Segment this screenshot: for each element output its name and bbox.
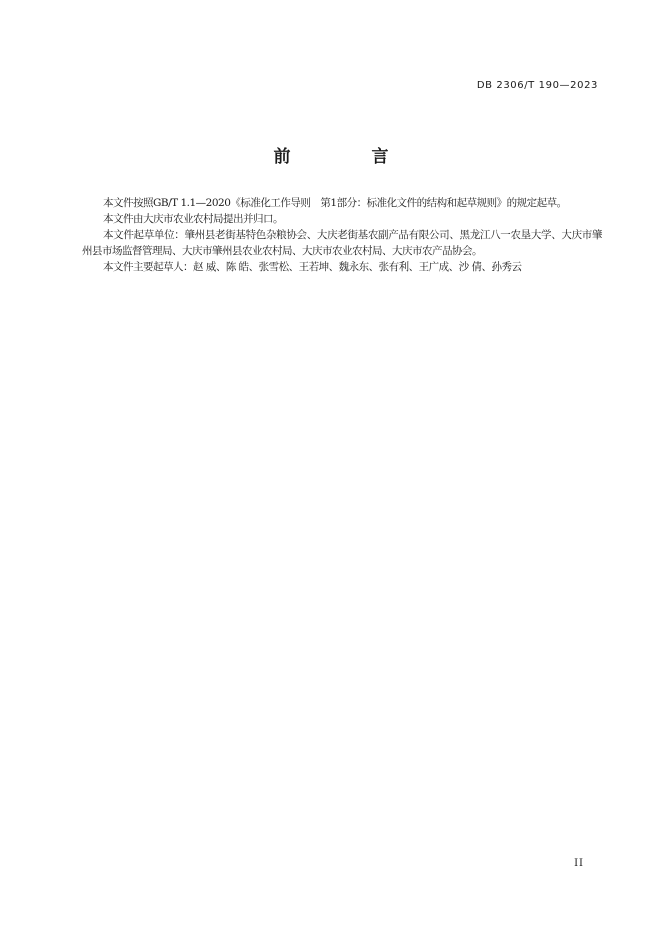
foreword-title: 前 言 — [273, 147, 421, 167]
paragraph-proposer: 本文件由大庆市农业农村局提出并归口。 — [103, 213, 283, 225]
paragraph-drafting-units: 本文件起草单位：肇州县老街基特色杂粮协会、大庆老街基农副产品有限公司、黑龙江八一农垦大学、大庆市肇州县市场监督管理局、大庆市肇州县农业农村局、大庆市农业农村局、大庆市农产品协会。 — [82, 229, 602, 257]
document-code: DB 2306/T 190—2023 — [476, 80, 598, 91]
page-number: II — [574, 858, 584, 869]
paragraph-drafting-rules: 本文件按照GB/T 1.1—2020《标准化工作导则 第1部分：标准化文件的结构和起草规则》的规定起草。 — [103, 197, 567, 209]
foreword-body — [82, 195, 602, 275]
paragraph-drafters: 本文件主要起草人：赵 威、陈 皓、张雪松、王若坤、魏永东、张有利、王广成、沙 倩、孙秀云 — [103, 261, 522, 273]
